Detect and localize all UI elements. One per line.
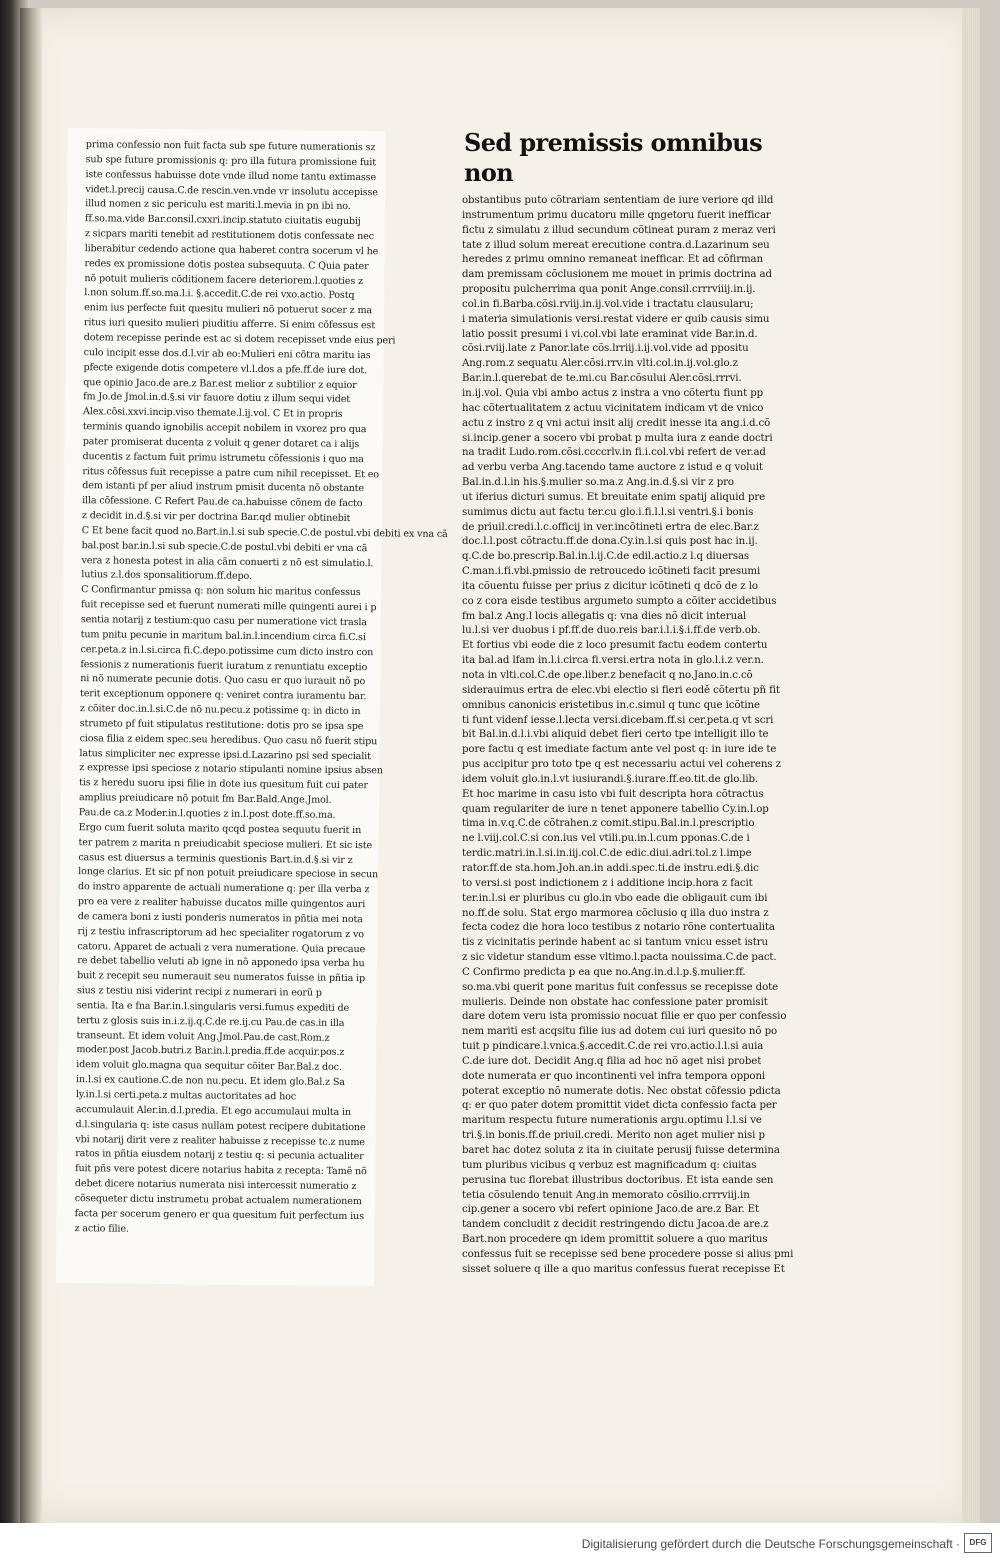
text-line: z expresse ipsi speciose z notario stipulanti nomine ipsius absen: [79, 762, 383, 777]
text-line: Bar.in.l.querebat de te.mi.cu Bar.cõsului Aler.cõsi.rrrvi.: [462, 373, 742, 385]
text-line: nem mariti est acqsitu filie ius ad dotem cui iuri quesito nõ po: [462, 1026, 778, 1038]
text-line: vera z honesta potest in alia cãm conuerti z nõ est simulatio.l.: [81, 554, 374, 569]
text-line: no.ff.de solu. Stat ergo marmorea cõclusio q illa duo instra z: [462, 907, 769, 919]
text-line: tetia cõsulendo tenuit Ang.in memorato cõsilio.crrrviij.in: [462, 1189, 750, 1201]
text-line: lutius z.l.dos sponsalitiorum.ff.depo.: [81, 569, 252, 583]
text-line: terdic.matri.in.l.si.in.iij.col.C.de edic.diui.adri.tol.z l.impe: [462, 848, 752, 860]
text-line: C.de iure dot. Decidit Ang.q filia ad hoc nõ aget nisi probet: [462, 1055, 762, 1067]
footer-credit: Digitalisierung gefördert durch die Deutsche Forschungsgemeinschaft ·: [581, 1537, 960, 1551]
text-line: prima confessio non fuit facta sub spe future numerationis sz: [85, 139, 376, 154]
page-fore-edge: [962, 8, 980, 1523]
text-line: dem istanti pf per aliud instrum pmisit ducenta nõ obstante: [82, 480, 365, 495]
text-line: rij z testiu infrascriptorum ad hec specialiter rogatorum z vo: [77, 925, 364, 940]
text-line: baret hac dotez soluta z ita in ciuitate perusij fuisse determina: [462, 1145, 780, 1156]
text-line: terminis quando ignobilis accepit nobilem in vxorez pro qua: [82, 421, 367, 436]
text-line: vbi notarij dirit vere z realiter habuisse z recepisse tc.z nume: [75, 1133, 365, 1148]
text-line: videt.l.precij causa.C.de rescin.ven.vnde vr insolutu accepisse: [85, 183, 378, 198]
text-line: ni nõ numerate pecunie dotis. Quo casu er quo iurauit nõ po: [80, 673, 366, 688]
text-line: omnibus canonicis eristetibus in.c.simul q tunc que icõtine: [462, 699, 760, 711]
text-line: cõsi.rviij.late z Panor.late cõs.lrriij.i.ij.vol.vide ad ppositu: [462, 343, 749, 355]
section-heading: Sed premissis omnibus non: [464, 128, 763, 187]
text-line: redes ex promissione dotis postea subsequuta. C Quia pater: [84, 257, 369, 272]
text-line: na tradit Ludo.rom.cõsi.ccccrlv.in fi.i.col.vbi refert de ver.ad: [462, 447, 766, 459]
text-line: ciosa filia z eidem spec.seu heredibus. Quo casu nõ fuerit stipu: [79, 732, 378, 748]
text-line: nõ potuit mulieris cõditionem facere deteriorem.l.quoties z: [84, 272, 364, 287]
text-line: z cõiter doc.in.l.si.C.de nõ nu.pecu.z potissime q: in dicto in: [79, 703, 361, 718]
text-line: moder.post Jacob.butri.z Bar.in.l.predia.ff.de acquir.pos.z: [76, 1044, 345, 1059]
text-line: sisset soluere q ille a quo maritus confessus fuerat recepisse Et: [462, 1263, 785, 1275]
text-line: ut iferius dicturi sumus. Et breuitate enim spatij aliquid pre: [462, 491, 766, 503]
text-line: tandem concludit z decidit restringendo dictu Jacoa.de are.z: [462, 1219, 769, 1231]
text-line: amplius preiudicare nõ potuit fm Bar.Bald.Ange.Jmol.: [78, 792, 332, 806]
text-line: ff.so.ma.vide Bar.consil.cxxri.incip.statuto ciuitatis eugubij: [84, 213, 361, 228]
text-line: propositu pulcherrima qua ponit Ange.consil.crrrviiij.in.ij.: [462, 284, 756, 296]
text-line: pus accipitur pro toto tpe q est necessariu actui vel coherens z: [462, 759, 781, 771]
text-line: re debet tabellio veluti ab igne in nõ apponedo ipsa verba hu: [77, 955, 365, 970]
text-line: terit exceptionum opponere q: veniret contra iuramentu bar.: [80, 688, 367, 703]
text-line: cõsequeter dictu instrumetu probat actualem numerationem: [74, 1193, 362, 1208]
text-line: ne l.viij.col.C.si con.ius vel vtili.pu.in.l.cum pponas.C.de i: [462, 833, 750, 845]
text-line: longe clarius. Et sic pf non potuit preiudicare speciose in secun: [78, 866, 379, 881]
right-text-column: [462, 128, 792, 1288]
text-line: ly.in.l.si certi.peta.z multas auctoritates ad hoc: [75, 1089, 297, 1103]
text-line: fecta codez die hora loco testibus z notario rõne contertualita: [462, 922, 775, 934]
text-line: heredes z primu omnino remaneat inefficar. Et ad cõfirman: [462, 254, 763, 266]
text-line: tate z illud solum mereat erecutione contra.d.Lazarinum seu: [462, 239, 770, 251]
text-line: ad verbu verba Ang.tacendo tame auctore z istud e q voluit: [462, 462, 763, 474]
text-line: tuit p pindicare.l.vnica.§.accedit.C.de rei vro.actio.l.l.si auia: [462, 1041, 764, 1053]
text-line: nota in vlti.col.C.de ope.liber.z benefacit q no.Jano.in.c.cõ: [462, 670, 753, 681]
text-line: fessionis z numerationis fuerit iuratum z renuntiatu exceptio: [80, 658, 368, 673]
text-line: perusina tuc florebat illustribus doctoribus. Et ista eande sen: [462, 1174, 774, 1186]
text-line: fm bal.z Ang.l locis allegatis q: vna dies nõ dicit interual: [462, 610, 747, 622]
text-line: sentia notarij z testium:quo casu per numeratione vict trasla: [80, 614, 367, 629]
text-line: debet dicere notarius numerata nisi intercessit numeratio z: [74, 1178, 357, 1193]
text-line: dotem recepisse perinde est ac si dotem recepisset vnde eius peri: [83, 332, 396, 347]
text-line: sius z testiu nisi viderint recipi z numerari in eorũ p: [76, 985, 322, 999]
text-line: tima in.v.q.C.de cõtrahen.z comit.stipu.Bal.in.l.prescriptio: [462, 818, 755, 830]
text-line: buit z recepit seu numerauit seu numeratos fuisse in pñtia ip: [77, 970, 366, 985]
text-line: illa cõfessione. C Refert Pau.de ca.habuisse cõnem de facto: [82, 495, 363, 510]
text-line: tum pnitu pecunie in maritum bal.in.l.incendium circa fi.C.si: [80, 629, 366, 643]
text-line: bit Bal.in.d.l.i.vbi aliquid debet fieri certo tpe intelligit illo te: [462, 729, 769, 741]
text-line: Et hoc marime in casu isto vbi fuit descripta hora cõtractus: [462, 788, 764, 800]
text-line: q.C.de bo.prescrip.Bal.in.l.ij.C.de edil.actio.z l.q diuersas: [462, 551, 750, 563]
text-line: z sicpars mariti tenebit ad restitutionem dotis confessate nec: [84, 228, 374, 243]
text-line: do instro apparente de actuali numeratione q: per illa verba z: [77, 881, 370, 896]
text-line: tum pluribus vicibus q verbuz est magnificadum q: ciuitas: [462, 1159, 757, 1171]
text-line: de camera boni z iusti ponderis numeratos in pñtia mei nota: [77, 911, 363, 926]
text-line: maritum respectu future numerationis argu.optimu l.l.si ve: [462, 1115, 762, 1127]
text-line: tri.§.in bonis.ff.de priuil.credi. Merito non aget mulier nisi p: [462, 1130, 765, 1142]
text-line: fm Jo.de Jmol.in.d.§.si vir fauore dotiu z illum sequi videt: [83, 391, 351, 406]
text-line: actu z instro z q vni actui insit alij credit inesse ita ang.i.d.cõ: [462, 417, 771, 429]
text-line: dam premissam cõclusionem me mouet in primis doctrina ad: [462, 269, 772, 281]
text-line: tis z heredu suoru ipsi filie in dote ius quesitum fuit cui pater: [79, 777, 368, 792]
text-line: Et fortius vbi eode die z loco presumit factu eodem contertu: [462, 640, 768, 652]
text-line: catoru. Apparet de actuali z vera numeratione. Quia precaue: [77, 940, 366, 955]
text-line: hac cõtertualitatem z actuu vicinitatem indicam vt de vnico: [462, 402, 764, 414]
text-line: ter patrem z marita n preiudicabit speciose mulieri. Et sic iste: [78, 836, 373, 851]
text-line: so.ma.vbi querit pone maritus fuit confessus se recepisse dote: [462, 981, 779, 993]
text-line: Bal.in.d.l.in his.§.mulier so.ma.z Ang.in.d.§.si vir z pro: [462, 477, 734, 489]
text-line: fuit recepisse sed et fuerunt numerati mille quingenti aurei i p: [80, 599, 377, 614]
text-line: in.ij.vol. Quia vbi ambo actus z instra a vno cõtertu fiunt pp: [462, 387, 764, 399]
text-line: dare dotem veru ista promissio nocuat filie er quo per confessio: [462, 1011, 787, 1023]
text-line: si.incip.gener a socero vbi probat p multa iura z eande doctri: [462, 432, 773, 444]
text-line: C Et bene facit quod no.Bart.in.l.si sub specie.C.de postul.vbi debiti ex vna cã: [81, 525, 448, 540]
text-line: accumulauit Aler.in.d.l.predia. Et ego accumulaui multa in: [75, 1103, 351, 1118]
text-line: dote numerata er quo incontinenti vel infra tempora opponi: [462, 1070, 766, 1082]
text-line: Ang.rom.z sequatu Aler.cõsi.rrv.in vlti.col.in.ij.vol.glo.z: [462, 358, 738, 370]
text-line: cip.gener a socero vbi refert opinione Jaco.de are.z Bar. Et: [462, 1204, 759, 1216]
text-line: pfecte exigende dotis competere vl.l.dos a pfe.ff.de iure dot.: [83, 361, 368, 376]
text-line: sumimus dictu aut factu ter.cu glo.i.fi.l.l.si ventri.§.i bonis: [462, 506, 754, 518]
text-line: pro ea vere z realiter habuisse ducatos mille quingentos auri: [77, 896, 366, 911]
text-line: latio possit presumi i vi.col.vbi late eraminat vide Bar.in.d.: [462, 328, 758, 340]
text-line: col.in fi.Barba.cõsi.rviij.in.ij.vol.vide i tractatu clausularu;: [462, 298, 754, 310]
text-line: Alex.cõsi.xxvi.incip.viso themate.l.ij.vol. C Et in propris: [82, 406, 343, 421]
text-line: mulieris. Deinde non obstate hac confessione pater promisit: [462, 996, 768, 1008]
text-line: illud nomen z sic periculu est mariti.l.mevia in pn ibi no.: [85, 198, 351, 213]
text-line: q: er quo pater dotem promittit videt dicta confessio facta per: [462, 1100, 777, 1112]
text-line: confessus fuit se recepisse sed bene procedere posse si alius pmi: [462, 1248, 794, 1260]
text-line: iste confessus habuisse dote vnde illud nome tantu extimasse: [85, 168, 377, 183]
right-column-lines: [462, 194, 792, 1278]
text-line: z sic videtur standum esse vltimo.l.pacta nouissima.C.de pact.: [462, 952, 777, 964]
text-line: sentia. Ita e fna Bar.in.l.singularis versi.fumus expediti de: [76, 1000, 350, 1014]
text-line: casus est diuersus a terminis questionis Bart.in.d.§.si vir z: [78, 851, 353, 866]
text-line: facta per socerum genero er qua quesitum fuit perfectum ius: [74, 1207, 364, 1222]
text-line: ritus iuri quesito mulieri piuditiu afferre. Si enim cõfessus est: [83, 317, 376, 332]
text-line: Pau.de ca.z Moder.in.l.quoties z in.l.post dote.ff.so.ma.: [78, 807, 336, 821]
text-line: obstantibus puto cõtrariam sententiam de iure veriore qd illd: [462, 195, 774, 206]
text-line: liberabitur cedendo actione qua haberet contra socerum vl he: [84, 243, 379, 258]
text-line: i materia simulationis versi.restat videre er quib causis simu: [462, 313, 770, 325]
text-line: quam regulariter de iure n tenet apponere tabellio Cy.in.l.op: [462, 803, 769, 815]
text-line: enim ius perfecte fuit quesitu mulieri nõ potuerut socer z ma: [84, 302, 373, 317]
text-line: Ergo cum fuerit soluta marito qcqd postea sequutu fuerit in: [78, 821, 362, 836]
text-line: que opinio Jaco.de are.z Bar.est melior z subtilior z equior: [83, 376, 357, 391]
text-line: idem voluit glo.in.l.vt iusiurandi.§.iurare.ff.eo.tit.de glo.lib.: [462, 773, 759, 785]
text-line: instrumentum primu ducatoru mille qngetoru fuerit inefficar: [462, 209, 771, 221]
text-line: z decidit in.d.§.si vir per doctrina Bar.qd mulier obtinebit: [81, 510, 351, 525]
text-line: pater promiserat ducenta z voluit q gener dotaret ca i alijs: [82, 436, 360, 450]
text-line: sub spe future promissionis q: pro illa futura promissione fuit: [85, 154, 376, 169]
text-line: lu.l.si ver duobus i pf.ff.de duo.reis bar.i.l.i.§.i.ff.de verb.ob.: [462, 625, 761, 637]
text-line: co z cora eisde testibus argumeto sumpto a cõiter accidetibus: [462, 595, 777, 607]
previous-page-edge: [20, 8, 42, 1523]
text-line: to versi.si post indictionem z i additione incip.hora z facit: [462, 877, 753, 889]
text-line: Bart.non procedere qn idem promittit soluere a quo maritus: [462, 1234, 768, 1246]
text-line: ritus cõfessus fuit recepisse a patre cum nihil recepisset. Et eo: [82, 465, 380, 480]
text-line: siderauimus ertra de elec.vbi electio si fieri eodě cõtertu pñ fit: [462, 684, 780, 696]
dfg-logo-icon: DFG: [964, 1533, 992, 1553]
text-line: in.l.si ex cautione.C.de non nu.pecu. Et idem glo.Bal.z Sa: [75, 1074, 345, 1089]
text-line: idem voluit glo.magna qua sequitur cõiter Bar.Bal.z doc.: [76, 1059, 342, 1074]
text-line: ita bal.ad lfam in.l.i.circa fi.versi.ertra nota in glo.l.i.z ver.n.: [462, 655, 764, 667]
text-line: cer.peta.z in.l.si.circa fi.C.depo.potissime cum dicto instro con: [80, 643, 374, 658]
text-line: tis z vicinitatis perinde habent ac si tantum vnicu esset istru: [462, 937, 768, 949]
text-line: doc.l.l.post cõtractu.ff.de dona.Cy.in.l.si quis post hac in.ij.: [462, 536, 758, 548]
text-line: fuit pñs vere potest dicere notarius habita z recepta: Tamẽ nõ: [75, 1163, 367, 1178]
text-line: C Confirmo predicta p ea que no.Ang.in.d.l.p.§.mulier.ff.: [462, 966, 746, 978]
text-line: ducentis z factum fuit primu istrumetu cõfessionis i quo ma: [82, 450, 364, 465]
left-text-column: [56, 128, 448, 1286]
text-line: ratos in pñtia eiusdem notarij z testiu q: si pecunia actualiter: [75, 1148, 364, 1163]
text-line: fictu z simulatu z illud secundum cõtineat puram z meraz veri: [462, 224, 776, 236]
text-line: rator.ff.de sta.hom.Joh.an.in addi.spec.ti.de instru.edi.§.dic: [462, 862, 759, 874]
text-line: pore factu q est imediate factum ante vel post q: in iure ide te: [462, 744, 777, 756]
text-line: C Confirmantur pmissa q: non solum hic maritus confessus: [81, 584, 361, 599]
text-line: ti funt videnf iesse.l.lecta versi.dicebam.ff.si cer.peta.q vt scri: [462, 714, 774, 726]
text-line: bal.post bar.in.l.si sub specie.C.de postul.vbi debiti er vna cã: [81, 539, 368, 554]
text-line: z actio filie.: [74, 1222, 129, 1235]
text-line: de priuil.credi.l.c.officij in ver.incõtineti ertra de elec.Bar.z: [462, 521, 759, 533]
text-line: l.non solum.ff.so.ma.l.i. §.accedit.C.de rei vxo.actio. Postq: [84, 287, 355, 302]
text-line: d.l.singularia q: iste casus nullam potest recipere dubitatione: [75, 1118, 366, 1133]
text-line: tertu z glosis suis in.i.z.ij.q.C.de re.ij.cu Pau.de cas.in illa: [76, 1014, 345, 1029]
text-line: C.man.i.fi.vbi.pmissio de retroucedo icõtineti facit presumi: [462, 566, 761, 578]
text-line: strumeto pf fuit stipulatus restitutione: dotis pro se ipsa spe: [79, 718, 364, 733]
text-line: poterat exceptio nõ numerate dotis. Nec obstat cõfessio pdicta: [462, 1085, 781, 1097]
text-line: ter.in.l.si er pluribus cu glo.in vbo eade die obligauit cum ibi: [462, 892, 768, 904]
text-line: ita cõuentu fuisse per prius z dicitur icõtineti q dcõ de z lo: [462, 580, 758, 592]
text-line: latus simpliciter nec expresse ipsi.d.Lazarino psi sed specialit: [79, 747, 371, 762]
text-line: culo incipit esse dos.d.l.vir ab eo:Mulieri eni cõtra maritu ias: [83, 346, 371, 361]
text-line: transeunt. Et idem voluit Ang.Jmol.Pau.de cast.Rom.z: [76, 1029, 330, 1044]
